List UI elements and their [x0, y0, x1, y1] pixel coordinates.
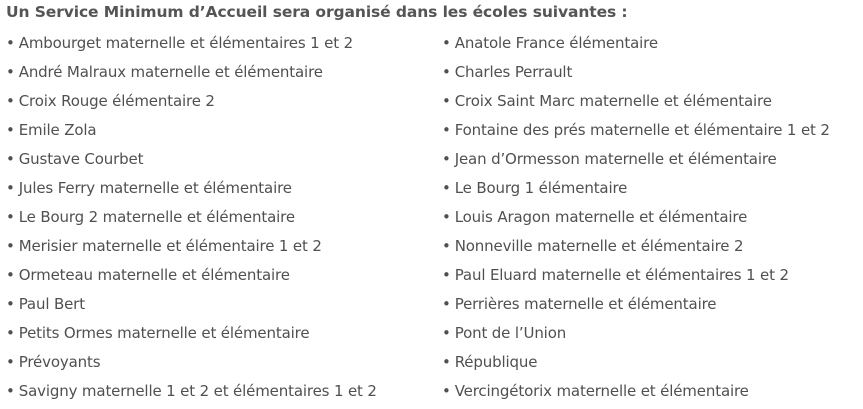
bullet-icon: •: [6, 237, 15, 255]
bullet-icon: •: [6, 179, 15, 197]
bullet-icon: •: [442, 266, 451, 284]
bullet-icon: •: [442, 34, 451, 52]
school-list-item: [442, 351, 830, 380]
school-name: Pont de l’Union: [454, 324, 567, 342]
school-name: Paul Bert: [18, 295, 85, 313]
school-list-item: [6, 293, 377, 322]
school-name: Le Bourg 1 élémentaire: [454, 179, 628, 197]
bullet-icon: •: [442, 121, 451, 139]
school-list-item: [6, 90, 377, 119]
bullet-icon: •: [442, 237, 451, 255]
school-list-item: [6, 380, 377, 409]
school-name: République: [454, 353, 538, 371]
school-list-item: [442, 32, 830, 61]
school-list-item: [442, 235, 830, 264]
bullet-icon: •: [6, 121, 15, 139]
school-name: Fontaine des prés maternelle et élémentaire 1 et 2: [454, 121, 830, 139]
school-list-item: [442, 148, 830, 177]
school-list-item: [6, 235, 377, 264]
school-list-item: [6, 351, 377, 380]
school-list-item: [442, 264, 830, 293]
school-name: Merisier maternelle et élémentaire 1 et 2: [18, 237, 322, 255]
school-list-item: [6, 61, 377, 90]
school-list-item: [6, 264, 377, 293]
school-list-item: [6, 32, 377, 61]
bullet-icon: •: [442, 295, 451, 313]
bullet-icon: •: [442, 208, 451, 226]
school-name: Savigny maternelle 1 et 2 et élémentaires 1 et 2: [18, 382, 377, 400]
bullet-icon: •: [6, 266, 15, 284]
school-name: Le Bourg 2 maternelle et élémentaire: [18, 208, 295, 226]
school-name: Emile Zola: [18, 121, 97, 139]
bullet-icon: •: [6, 353, 15, 371]
school-list-item: [442, 206, 830, 235]
school-list-item: [6, 322, 377, 351]
school-list-item: [6, 206, 377, 235]
left-school-list: [6, 32, 377, 409]
school-list-item: [442, 380, 830, 409]
school-name: Gustave Courbet: [18, 150, 144, 168]
right-school-list: [442, 32, 830, 409]
school-list-item: [442, 177, 830, 206]
school-name: Petits Ormes maternelle et élémentaire: [18, 324, 310, 342]
school-name: Louis Aragon maternelle et élémentaire: [454, 208, 748, 226]
school-name: Nonneville maternelle et élémentaire 2: [454, 237, 744, 255]
school-name: Anatole France élémentaire: [454, 34, 658, 52]
school-name: Jean d’Ormesson maternelle et élémentaire: [454, 150, 777, 168]
bullet-icon: •: [6, 150, 15, 168]
school-list-item: [6, 148, 377, 177]
school-list-item: [442, 293, 830, 322]
school-list-item: [442, 90, 830, 119]
school-name: Prévoyants: [18, 353, 101, 371]
school-name: Ormeteau maternelle et élémentaire: [18, 266, 290, 284]
bullet-icon: •: [6, 324, 15, 342]
school-name: Vercingétorix maternelle et élémentaire: [454, 382, 749, 400]
bullet-icon: •: [442, 179, 451, 197]
school-name: Paul Eluard maternelle et élémentaires 1 et 2: [454, 266, 789, 284]
school-name: Perrières maternelle et élémentaire: [454, 295, 717, 313]
bullet-icon: •: [6, 295, 15, 313]
bullet-icon: •: [6, 208, 15, 226]
bullet-icon: •: [6, 382, 15, 400]
school-name: Ambourget maternelle et élémentaires 1 et 2: [18, 34, 353, 52]
school-name: Croix Saint Marc maternelle et élémentaire: [454, 92, 772, 110]
school-list-item: [442, 61, 830, 90]
bullet-icon: •: [442, 63, 451, 81]
school-list-item: [6, 177, 377, 206]
bullet-icon: •: [442, 382, 451, 400]
bullet-icon: •: [442, 324, 451, 342]
bullet-icon: •: [6, 34, 15, 52]
bullet-icon: •: [6, 63, 15, 81]
school-name: Croix Rouge élémentaire 2: [18, 92, 215, 110]
school-list-item: [442, 119, 830, 148]
bullet-icon: •: [6, 92, 15, 110]
bullet-icon: •: [442, 92, 451, 110]
schools-heading: Un Service Minimum d’Accueil sera organisé dans les écoles suivantes :: [6, 3, 628, 21]
school-list-item: [6, 119, 377, 148]
school-list-item: [442, 322, 830, 351]
school-name: Jules Ferry maternelle et élémentaire: [18, 179, 292, 197]
school-name: André Malraux maternelle et élémentaire: [18, 63, 323, 81]
school-name: Charles Perrault: [454, 63, 573, 81]
bullet-icon: •: [442, 150, 451, 168]
bullet-icon: •: [442, 353, 451, 371]
